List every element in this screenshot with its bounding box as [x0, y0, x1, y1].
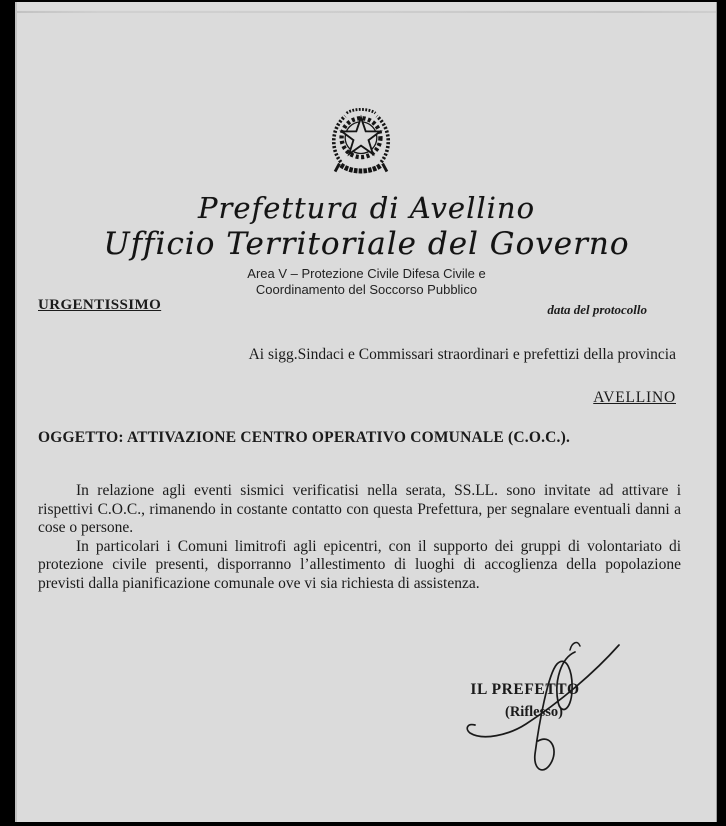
- addressee-line: Ai sigg.Sindaci e Commissari straordinari e prefettizi della provincia: [248, 346, 676, 363]
- addressee-city: AVELLINO: [593, 389, 676, 406]
- protocol-date-label: data del protocollo: [547, 302, 647, 317]
- urgency-label: URGENTISSIMO: [38, 297, 162, 313]
- letterhead-department: [17, 266, 716, 298]
- scan-artifact-line: [17, 11, 716, 13]
- italian-republic-emblem-icon: [325, 103, 397, 181]
- signature-role: IL PREFETTO: [470, 681, 580, 698]
- department-line-2: Coordinamento del Soccorso Pubblico: [255, 282, 478, 297]
- letterhead-title: Prefettura di Avellino: [197, 191, 536, 225]
- body-paragraph: In particolari i Comuni limitrofi agli epicentri, con il supporto dei gruppi di volontariato di protezione civile presenti, disporranno l’allestimento di luoghi di accoglienza della popolazione previsti dalla pianificazione comunale ove vi sia richiesta di assistenza.: [38, 537, 681, 592]
- signature-block: [425, 681, 625, 721]
- letterhead-subtitle: Ufficio Territoriale del Governo: [103, 226, 630, 262]
- department-line-1: Area V – Protezione Civile Difesa Civile e: [247, 266, 486, 281]
- subject-line: OGGETTO: ATTIVAZIONE CENTRO OPERATIVO COMUNALE (C.O.C.).: [38, 429, 571, 446]
- letter-body: [38, 482, 681, 594]
- body-paragraph: In relazione agli eventi sismici verificatisi nella serata, SS.LL. sono invitate ad attivare i rispettivi C.O.C., rimanendo in costante contatto con questa Prefettura, per segnalare eventuali danni a cose o persone.: [38, 482, 681, 537]
- signature-name: (Riflesso): [505, 704, 563, 720]
- scanned-letter-page: [15, 2, 717, 822]
